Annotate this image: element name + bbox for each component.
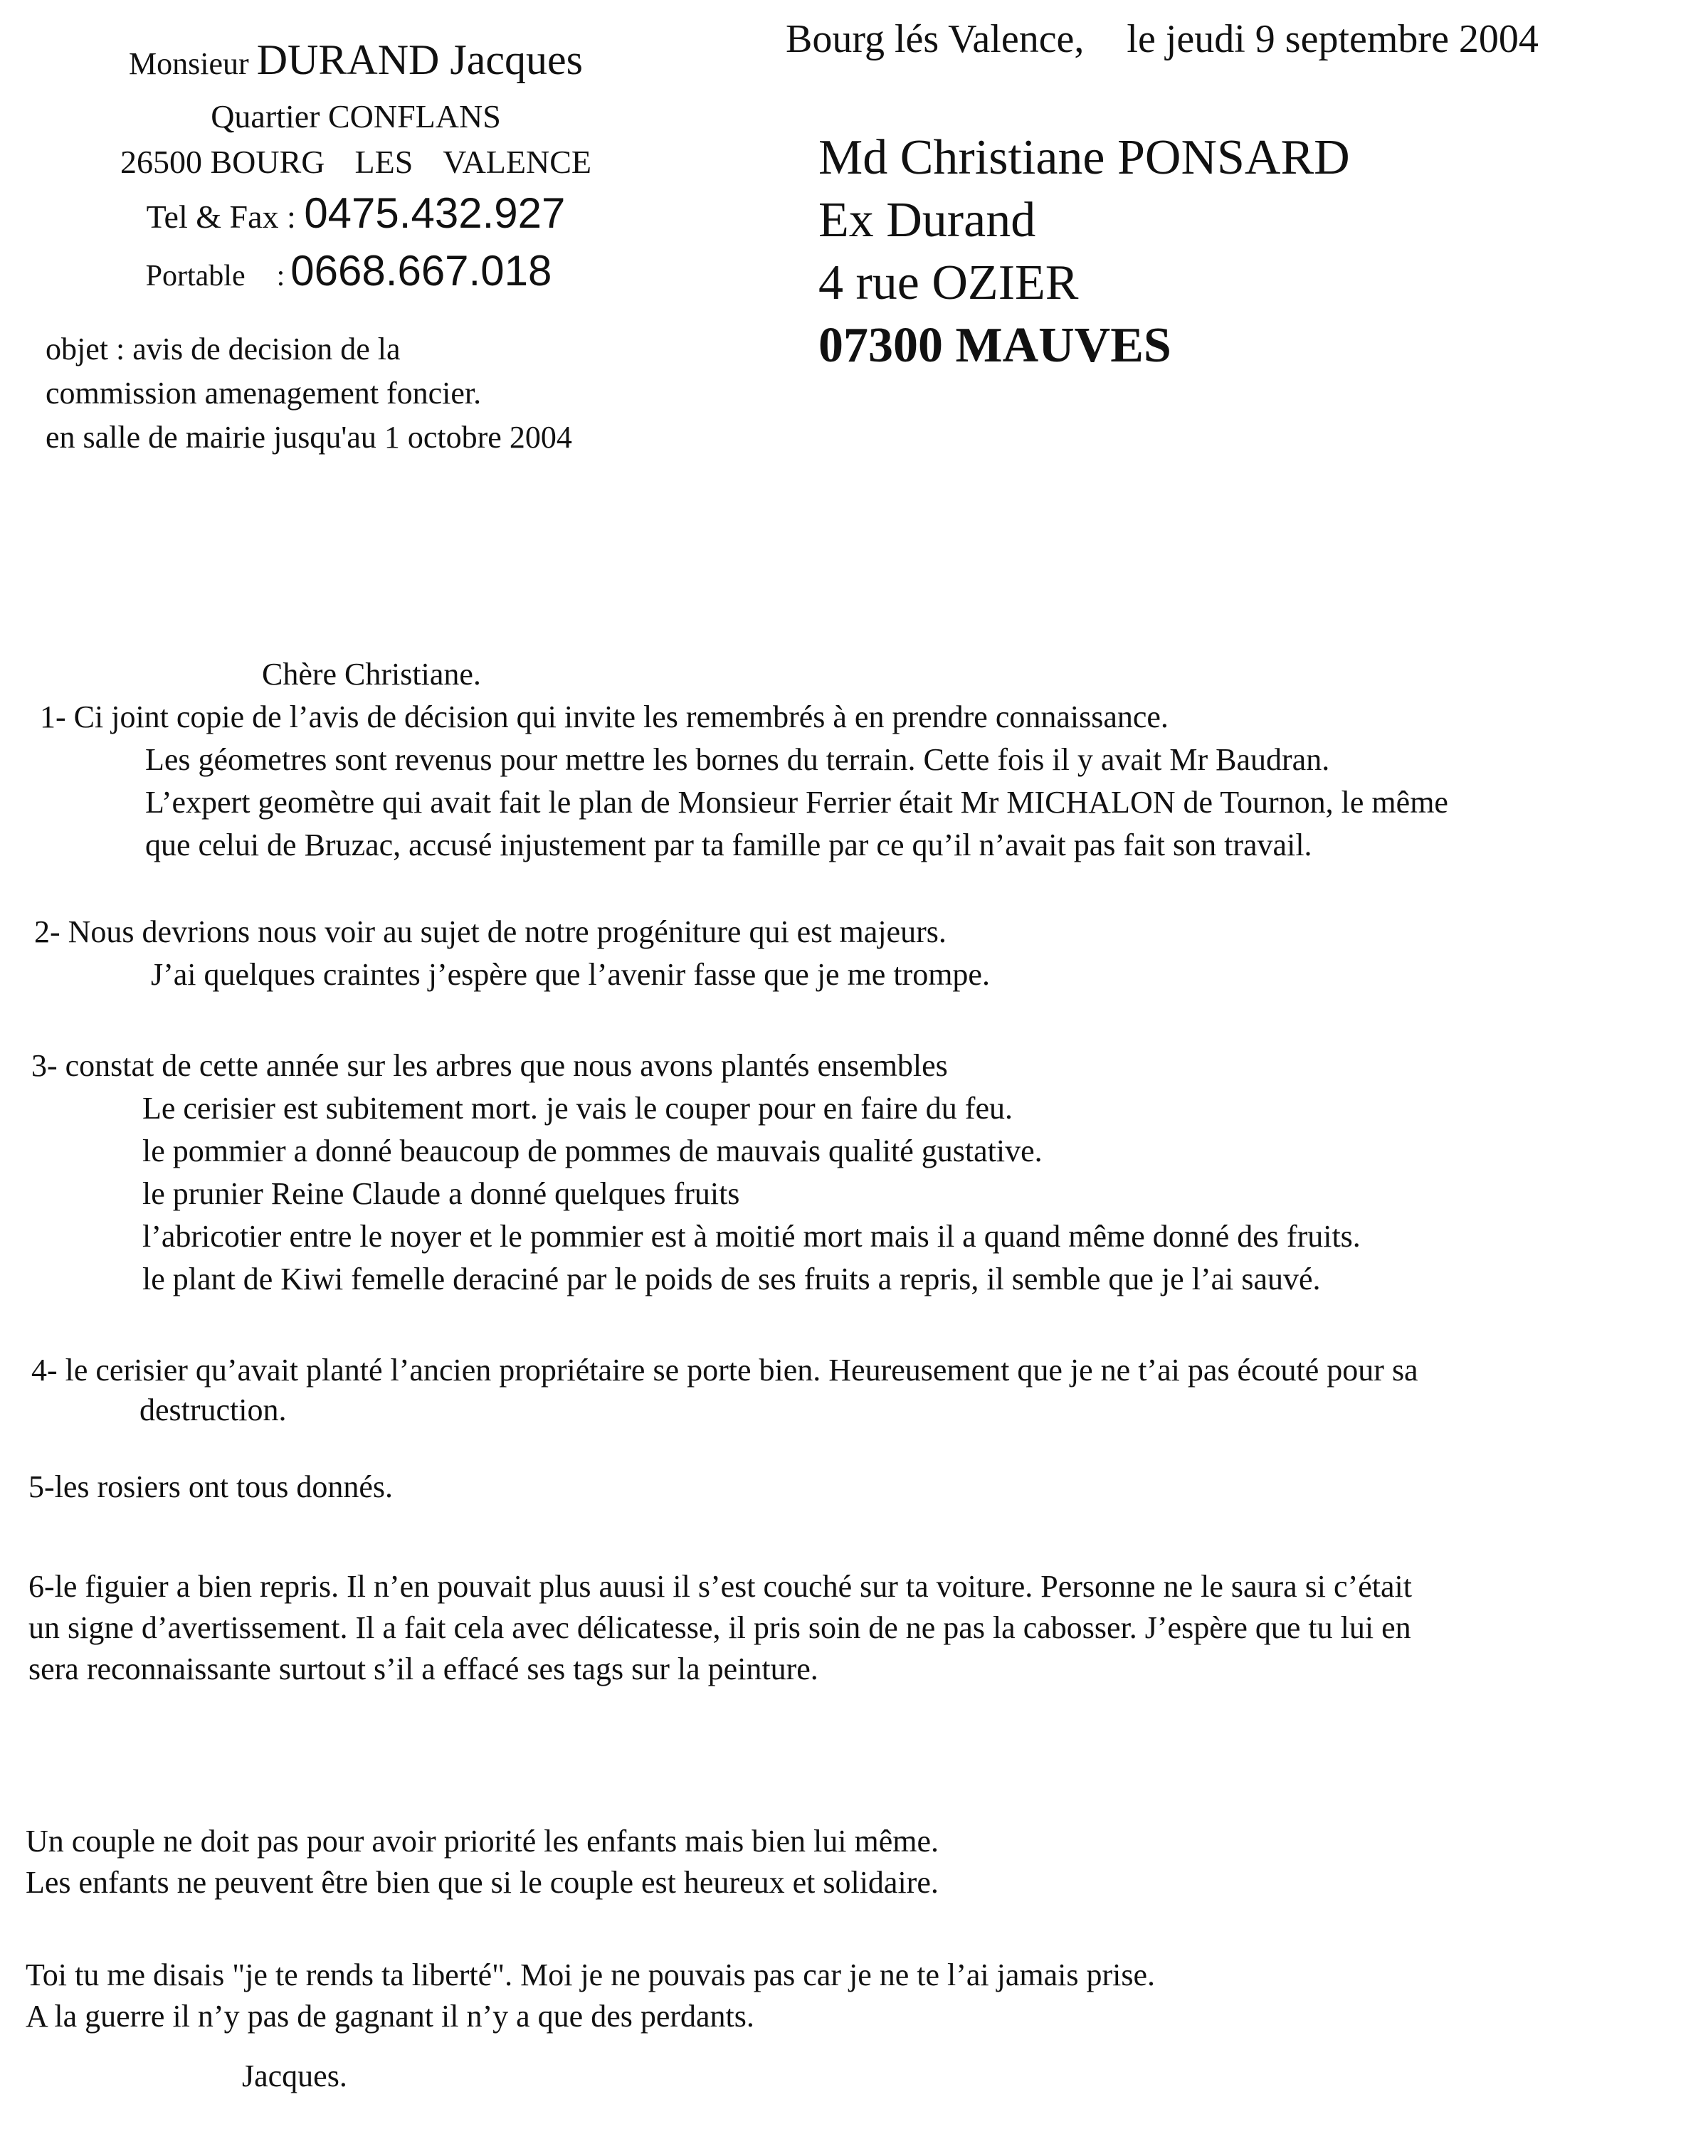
subject-line1: objet : avis de decision de la bbox=[46, 332, 401, 366]
paragraph-3-line: Le cerisier est subitement mort. je vais le couper pour en faire du feu. bbox=[142, 1091, 1013, 1126]
paragraph-2-line: J’ai quelques craintes j’espère que l’avenir fasse que je me trompe. bbox=[151, 957, 990, 992]
recipient-line3: 4 rue OZIER bbox=[818, 255, 1079, 310]
sender-mobile-number: 0668.667.018 bbox=[290, 247, 552, 295]
recipient-line1: Md Christiane PONSARD bbox=[818, 130, 1350, 185]
subject-block bbox=[46, 327, 686, 460]
sender-postcode: 26500 bbox=[120, 144, 202, 180]
paragraph-2-line: 2- Nous devrions nous voir au sujet de notre progéniture qui est majeurs. bbox=[34, 914, 947, 949]
paragraph-1-line: L’expert geomètre qui avait fait le plan de Monsieur Ferrier était Mr MICHALON de Tournon, le même bbox=[145, 785, 1448, 820]
paragraph-3-line: 3- constat de cette année sur les arbres que nous avons plantés ensembles bbox=[31, 1048, 948, 1083]
sender-address-line1: Quartier CONFLANS bbox=[211, 98, 501, 134]
recipient-block bbox=[818, 127, 1672, 377]
recipient-line2: Ex Durand bbox=[818, 193, 1036, 248]
sender-name: DURAND Jacques bbox=[256, 36, 583, 83]
dateline bbox=[786, 14, 1704, 64]
paragraph-3-line: le pommier a donné beaucoup de pommes de mauvais qualité gustative. bbox=[142, 1134, 1043, 1168]
sender-name-line bbox=[43, 30, 669, 94]
sender-mobile-colon: : bbox=[276, 260, 285, 292]
paragraph-4-line: 4- le cerisier qu’avait planté l’ancien propriétaire se porte bien. Heureusement que je ne t’ai pas écouté pour sa bbox=[31, 1353, 1418, 1388]
paragraph-3-line: l’abricotier entre le noyer et le pommier est à moitié mort mais il a quand même donné des fruits. bbox=[142, 1219, 1361, 1254]
closing-line: Toi tu me disais "je te rends ta liberté". Moi je ne pouvais pas car je ne te l’ai jamais prise. bbox=[26, 1957, 1156, 1992]
paragraph-3-line: le plant de Kiwi femelle deraciné par le poids de ses fruits a repris, il semble que je l’ai sauvé. bbox=[142, 1262, 1321, 1296]
subject-line2: commission amenagement foncier. bbox=[46, 376, 482, 411]
date-text: le jeudi 9 septembre 2004 bbox=[1127, 17, 1539, 61]
sender-mobile-line bbox=[43, 244, 669, 303]
sender-tel-label: Tel & Fax : bbox=[146, 199, 296, 235]
paragraph-3-line: le prunier Reine Claude a donné quelques fruits bbox=[142, 1176, 740, 1211]
sender-mobile-label: Portable bbox=[145, 260, 246, 292]
sender-address-city-line bbox=[43, 139, 669, 185]
paragraph-6-line: sera reconnaissante surtout s’il a effacé ses tags sur la peinture. bbox=[28, 1652, 818, 1686]
closing-line: Un couple ne doit pas pour avoir priorité les enfants mais bien lui même. bbox=[26, 1824, 939, 1859]
paragraph-1-line: Les géometres sont revenus pour mettre les bornes du terrain. Cette fois il y avait Mr Baudran. bbox=[145, 742, 1330, 777]
sender-phone-line bbox=[43, 186, 669, 244]
greeting: Chère Christiane. bbox=[262, 657, 481, 692]
sender-block bbox=[43, 30, 669, 303]
paragraph-6-line: un signe d’avertissement. Il a fait cela avec délicatesse, il pris soin de ne pas la cabosser. J’espère que tu lui en bbox=[28, 1610, 1411, 1645]
date-place: Bourg lés Valence, bbox=[786, 17, 1085, 61]
closing-line: Les enfants ne peuvent être bien que si le couple est heureux et solidaire. bbox=[26, 1865, 939, 1900]
sender-city-part3: VALENCE bbox=[443, 144, 592, 180]
sender-tel-number: 0475.432.927 bbox=[304, 189, 566, 237]
paragraph-6-line: 6-le figuier a bien repris. Il n’en pouvait plus auusi il s’est couché sur ta voiture. Personne ne le saura si c’était bbox=[28, 1569, 1412, 1604]
paragraph-1-line: que celui de Bruzac, accusé injustement par ta famille par ce qu’il n’avait pas fait son travail. bbox=[145, 828, 1312, 862]
sender-city-part2: LES bbox=[354, 144, 413, 180]
sender-civility: Monsieur bbox=[129, 46, 249, 81]
recipient-line4: 07300 MAUVES bbox=[818, 318, 1171, 373]
paragraph-1-line: 1- Ci joint copie de l’avis de décision qui invite les remembrés à en prendre connaissance. bbox=[40, 699, 1169, 734]
paragraph-5-line: 5-les rosiers ont tous donnés. bbox=[28, 1469, 394, 1504]
subject-line3: en salle de mairie jusqu'au 1 octobre 2004 bbox=[46, 420, 572, 455]
sender-city-part1: BOURG bbox=[210, 144, 325, 180]
signature: Jacques. bbox=[242, 2059, 347, 2093]
paragraph-4-line: destruction. bbox=[139, 1393, 287, 1427]
closing-line: A la guerre il n’y pas de gagnant il n’y a que des perdants. bbox=[26, 1999, 754, 2034]
